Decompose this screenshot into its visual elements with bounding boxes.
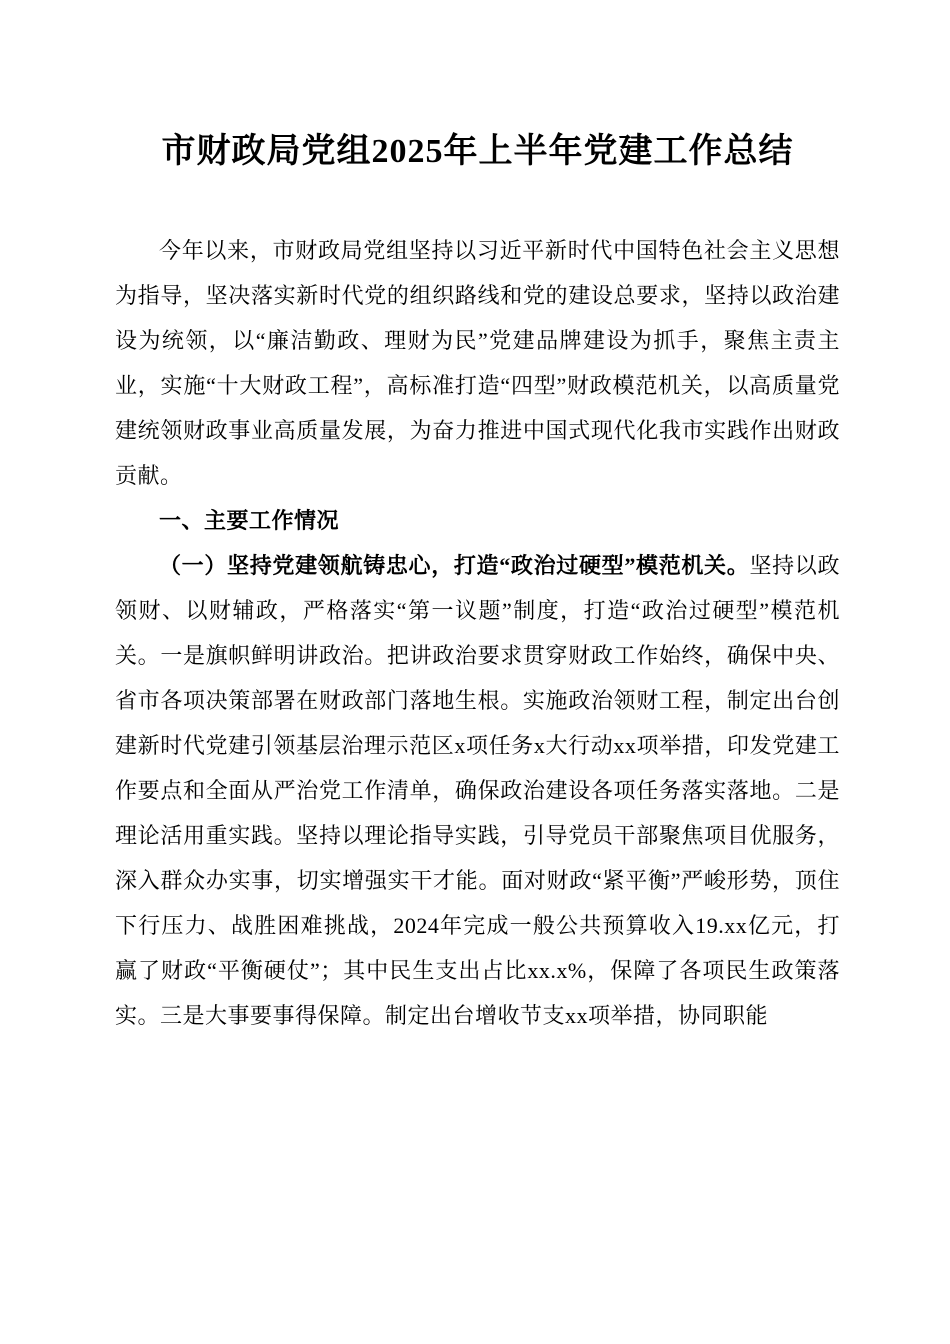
section-1-paragraph [115,543,840,1038]
intro-paragraph: 今年以来，市财政局党组坚持以习近平新时代中国特色社会主义思想为指导，坚决落实新时代党的组织路线和党的建设总要求，坚持以政治建设为统领，以“廉洁勤政、理财为民”党建品牌建设为抓手，聚焦主责主业，实施“十大财政工程”，高标准打造“四型”财政模范机关，以高质量党建统领财政事业高质量发展，为奋力推进中国式现代化我市实践作出财政贡献。 [115,238,840,488]
document-title: 市财政局党组2025年上半年党建工作总结 [161,133,794,170]
section-1-lead-sentence: （一）坚持党建领航铸忠心，打造“政治过硬型”模范机关。 [159,553,750,578]
section-1-heading: 一、主要工作情况 [159,508,340,533]
section-1-body-text: 坚持以政领财、以财辅政，严格落实“第一议题”制度，打造“政治过硬型”模范机关。一是旗帜鲜明讲政治。把讲政治要求贯穿财政工作始终，确保中央、省市各项决策部署在财政部门落地生根。实施政治领财工程，制定出台创建新时代党建引领基层治理示范区x项任务x大行动xx项举措，印发党建工作要点和全面从严治党工作清单，确保政治建设各项任务落实落地。二是理论活用重实践。坚持以理论指导实践，引导党员干部聚焦项目优服务，深入群众办实事，切实增强实干才能。面对财政“紧平衡”严峻形势，顶住下行压力、战胜困难挑战，2024年完成一般公共预算收入19.xx亿元，打赢了财政“平衡硬仗”；其中民生支出占比xx.x%，保障了各项民生政策落实。三是大事要事得保障。制定出台增收节支xx项举措，协同职能 [115,553,840,1028]
